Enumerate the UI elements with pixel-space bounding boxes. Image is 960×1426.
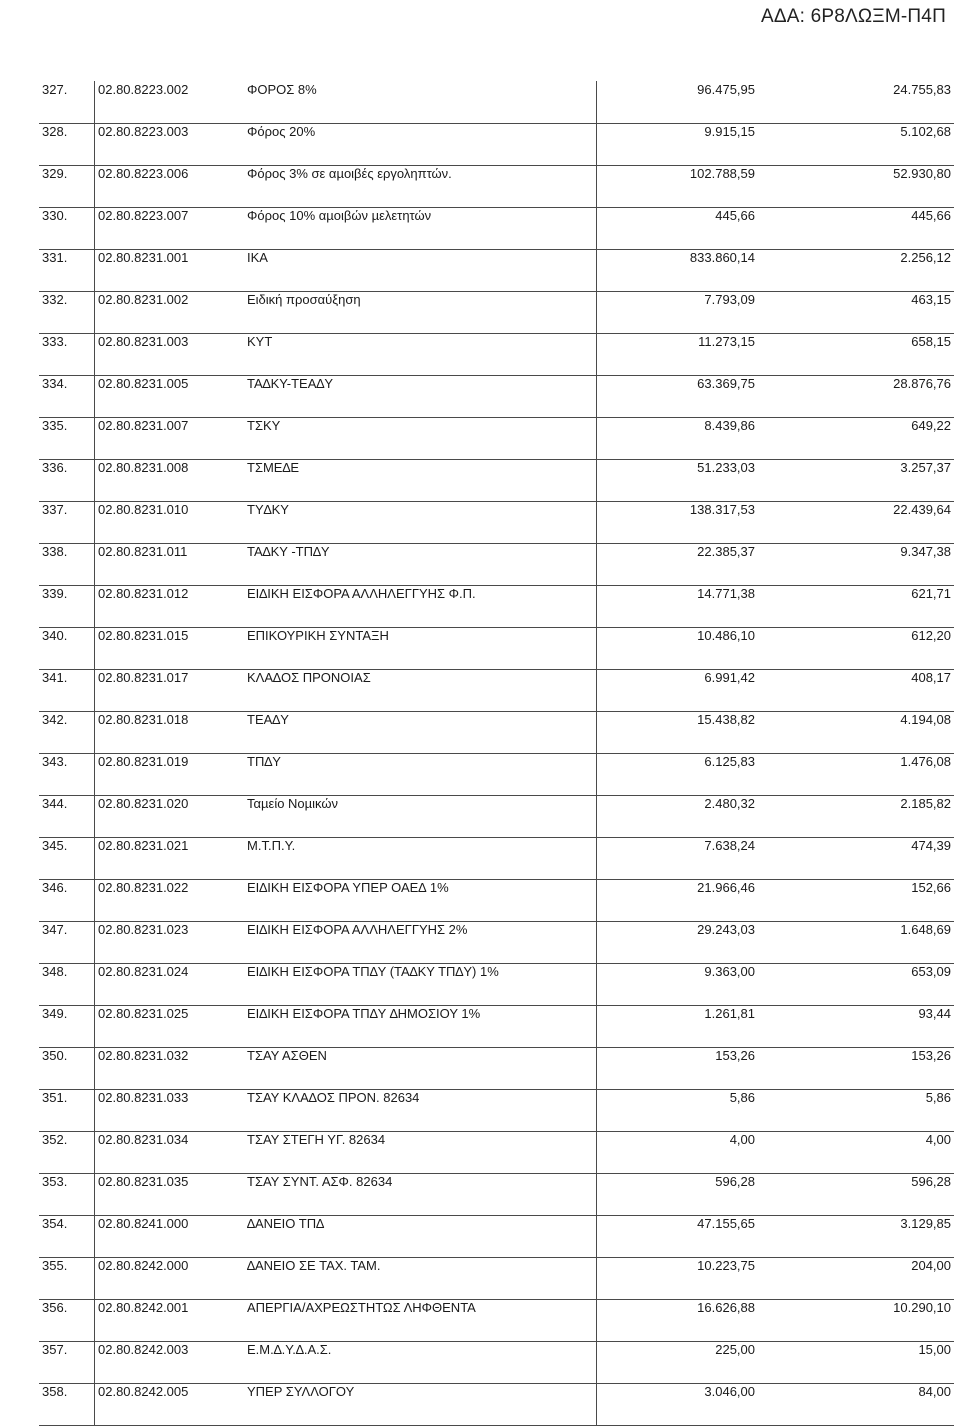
account-code: 02.80.8231.021 <box>98 838 189 853</box>
row-number: 342. <box>42 712 68 727</box>
amount-column-1: 3.046,00 <box>704 1384 755 1399</box>
table-row <box>39 1258 954 1300</box>
column-divider <box>596 375 597 418</box>
account-code: 02.80.8242.003 <box>98 1342 189 1357</box>
account-code: 02.80.8241.000 <box>98 1216 189 1231</box>
amount-column-2: 4,00 <box>925 1132 951 1147</box>
row-number: 345. <box>42 838 68 853</box>
amount-column-1: 9.915,15 <box>704 124 755 139</box>
amount-column-1: 138.317,53 <box>689 502 755 517</box>
account-description: ΕΙ∆ΙΚΗ ΕΙΣΦΟΡΑ ΑΛΛΗΛΕΓΓΥΗΣ 2% <box>247 922 468 937</box>
amount-column-1: 833.860,14 <box>689 250 755 265</box>
column-divider <box>596 1383 597 1426</box>
column-divider <box>94 165 95 208</box>
amount-column-1: 21.966,46 <box>697 880 755 895</box>
account-code: 02.80.8242.000 <box>98 1258 189 1273</box>
amount-column-2: 93,44 <box>918 1006 951 1021</box>
table-row <box>39 544 954 586</box>
account-code: 02.80.8242.005 <box>98 1384 189 1399</box>
row-number: 336. <box>42 460 68 475</box>
account-description: ΚΛΑ∆ΟΣ ΠΡΟΝΟΙΑΣ <box>247 670 371 685</box>
amount-column-1: 15.438,82 <box>697 712 755 727</box>
row-number: 351. <box>42 1090 68 1105</box>
amount-column-2: 5.102,68 <box>900 124 951 139</box>
row-number: 333. <box>42 334 68 349</box>
amount-column-2: 3.129,85 <box>900 1216 951 1231</box>
column-divider <box>596 837 597 880</box>
column-divider <box>596 1047 597 1090</box>
amount-column-2: 52.930,80 <box>893 166 951 181</box>
table-row <box>39 670 954 712</box>
column-divider <box>596 879 597 922</box>
column-divider <box>596 963 597 1006</box>
column-divider <box>596 333 597 376</box>
account-code: 02.80.8231.025 <box>98 1006 189 1021</box>
column-divider <box>94 1173 95 1216</box>
column-divider <box>596 417 597 460</box>
account-description: ΤΣΑΥ ΣΤΕΓΗ ΥΓ. 82634 <box>247 1132 386 1147</box>
account-code: 02.80.8231.020 <box>98 796 189 811</box>
account-description: ΕΠΙΚΟΥΡΙΚΗ ΣΥΝΤΑΞΗ <box>247 628 389 643</box>
column-divider <box>596 459 597 502</box>
column-divider <box>596 711 597 754</box>
amount-column-1: 29.243,03 <box>697 922 755 937</box>
column-divider <box>94 711 95 754</box>
table-row <box>39 418 954 460</box>
column-divider <box>94 417 95 460</box>
amount-column-1: 96.475,95 <box>697 82 755 97</box>
account-code: 02.80.8231.035 <box>98 1174 189 1189</box>
column-divider <box>94 249 95 292</box>
row-number: 334. <box>42 376 68 391</box>
amount-column-2: 24.755,83 <box>893 82 951 97</box>
amount-column-2: 22.439,64 <box>893 502 951 517</box>
column-divider <box>596 1131 597 1174</box>
account-description: Ειδική προσαύξηση <box>247 292 361 307</box>
amount-column-2: 653,09 <box>911 964 951 979</box>
column-divider <box>596 1089 597 1132</box>
account-description: ΤΥ∆ΚΥ <box>247 502 289 517</box>
account-description: ΕΙ∆ΙΚΗ ΕΙΣΦΟΡΑ ΥΠΕΡ ΟΑΕ∆ 1% <box>247 880 449 895</box>
row-number: 344. <box>42 796 68 811</box>
column-divider <box>94 1005 95 1048</box>
amount-column-2: 5,86 <box>925 1090 951 1105</box>
amount-column-1: 6.125,83 <box>704 754 755 769</box>
row-number: 338. <box>42 544 68 559</box>
column-divider <box>94 795 95 838</box>
column-divider <box>94 1089 95 1132</box>
row-number: 358. <box>42 1384 68 1399</box>
table-row <box>39 1384 954 1426</box>
amount-column-1: 11.273,15 <box>698 334 755 349</box>
amount-column-2: 204,00 <box>911 1258 951 1273</box>
column-divider <box>596 1341 597 1384</box>
row-number: 337. <box>42 502 68 517</box>
account-code: 02.80.8223.002 <box>98 82 189 97</box>
account-code: 02.80.8231.017 <box>98 670 189 685</box>
account-code: 02.80.8231.034 <box>98 1132 189 1147</box>
row-number: 329. <box>42 166 68 181</box>
account-description: ∆ΑΝΕΙΟ ΤΠ∆ <box>247 1216 325 1231</box>
column-divider <box>596 795 597 838</box>
account-code: 02.80.8231.011 <box>98 544 188 559</box>
row-number: 339. <box>42 586 68 601</box>
account-code: 02.80.8231.003 <box>98 334 189 349</box>
table-row <box>39 292 954 334</box>
amount-column-2: 15,00 <box>918 1342 951 1357</box>
amount-column-1: 8.439,86 <box>704 418 755 433</box>
account-code: 02.80.8231.033 <box>98 1090 189 1105</box>
amount-column-1: 1.261,81 <box>704 1006 755 1021</box>
ada-code-header: ΑΔΑ: 6Ρ8ΛΩΞΜ-Π4Π <box>760 6 946 27</box>
row-number: 332. <box>42 292 68 307</box>
column-divider <box>94 501 95 544</box>
amount-column-2: 596,28 <box>911 1174 951 1189</box>
column-divider <box>596 627 597 670</box>
amount-column-1: 596,28 <box>715 1174 755 1189</box>
table-row <box>39 82 954 124</box>
column-divider <box>94 291 95 334</box>
column-divider <box>94 1047 95 1090</box>
account-code: 02.80.8242.001 <box>98 1300 189 1315</box>
table-row <box>39 628 954 670</box>
amount-column-1: 63.369,75 <box>697 376 755 391</box>
amount-column-2: 4.194,08 <box>900 712 951 727</box>
account-description: ΤΠ∆Υ <box>247 754 281 769</box>
account-code: 02.80.8231.018 <box>98 712 189 727</box>
table-row <box>39 1048 954 1090</box>
account-code: 02.80.8231.007 <box>98 418 189 433</box>
account-description: ΤΣΑΥ ΚΛΑ∆ΟΣ ΠΡΟΝ. 82634 <box>247 1090 420 1105</box>
account-description: Φόρος 3% σε αµοιβές εργοληπτών. <box>247 166 452 181</box>
table-row <box>39 964 954 1006</box>
amount-column-1: 10.486,10 <box>697 628 755 643</box>
amount-column-2: 3.257,37 <box>900 460 951 475</box>
amount-column-2: 2.256,12 <box>900 250 951 265</box>
row-number: 350. <box>42 1048 68 1063</box>
row-number: 335. <box>42 418 68 433</box>
table-row <box>39 1216 954 1258</box>
column-divider <box>596 585 597 628</box>
amount-column-2: 28.876,76 <box>893 376 951 391</box>
amount-column-2: 2.185,82 <box>900 796 951 811</box>
amount-column-1: 47.155,65 <box>697 1216 755 1231</box>
table-row <box>39 376 954 418</box>
account-code: 02.80.8231.008 <box>98 460 189 475</box>
account-description: ΚΥΤ <box>247 334 273 349</box>
account-description: Ταµείο Νοµικών <box>247 796 339 811</box>
row-number: 331. <box>42 250 68 265</box>
account-code: 02.80.8231.005 <box>98 376 189 391</box>
amount-column-1: 225,00 <box>715 1342 755 1357</box>
amount-column-1: 7.638,24 <box>704 838 755 853</box>
row-number: 349. <box>42 1006 68 1021</box>
column-divider <box>596 1257 597 1300</box>
row-number: 341. <box>42 670 68 685</box>
account-code: 02.80.8231.019 <box>98 754 189 769</box>
row-number: 352. <box>42 1132 68 1147</box>
row-number: 347. <box>42 922 68 937</box>
column-divider <box>596 291 597 334</box>
account-description: ΤΣΑΥ ΣΥΝΤ. ΑΣΦ. 82634 <box>247 1174 393 1189</box>
account-description: Φόρος 10% αµοιβών µελετητών <box>247 208 432 223</box>
column-divider <box>596 165 597 208</box>
column-divider <box>94 543 95 586</box>
table-row <box>39 838 954 880</box>
account-code: 02.80.8231.023 <box>98 922 189 937</box>
table-row <box>39 208 954 250</box>
table-row <box>39 1174 954 1216</box>
account-description: ∆ΑΝΕΙΟ ΣΕ ΤΑΧ. ΤΑΜ. <box>247 1258 381 1273</box>
account-code: 02.80.8231.001 <box>98 250 189 265</box>
table-row <box>39 796 954 838</box>
column-divider <box>94 1215 95 1258</box>
column-divider <box>596 669 597 712</box>
column-divider <box>94 375 95 418</box>
table-row <box>39 124 954 166</box>
table-row <box>39 460 954 502</box>
table-row <box>39 334 954 376</box>
amount-column-2: 621,71 <box>911 586 951 601</box>
account-code: 02.80.8223.006 <box>98 166 189 181</box>
table-row <box>39 880 954 922</box>
amount-column-1: 51.233,03 <box>697 460 755 475</box>
account-description: ΑΠΕΡΓΙΑ/ΑΧΡΕΩΣΤΗΤΩΣ ΛΗΦΘΕΝΤΑ <box>247 1300 476 1315</box>
account-description: Ε.Μ.∆.Υ.∆.Α.Σ. <box>247 1342 332 1357</box>
column-divider <box>94 123 95 166</box>
table-row <box>39 1342 954 1384</box>
row-number: 357. <box>42 1342 68 1357</box>
account-description: Μ.Τ.Π.Υ. <box>247 838 296 853</box>
column-divider <box>94 879 95 922</box>
column-divider <box>596 1299 597 1342</box>
amount-column-2: 474,39 <box>911 838 951 853</box>
account-description: ΤΑ∆ΚΥ -ΤΠ∆Υ <box>247 544 330 559</box>
column-divider <box>94 1257 95 1300</box>
table-row <box>39 1090 954 1132</box>
amount-column-2: 445,66 <box>911 208 951 223</box>
amount-column-2: 84,00 <box>918 1384 951 1399</box>
column-divider <box>596 249 597 292</box>
column-divider <box>94 669 95 712</box>
amount-column-1: 5,86 <box>729 1090 755 1105</box>
amount-column-2: 9.347,38 <box>900 544 951 559</box>
account-description: ΙΚΑ <box>247 250 268 265</box>
amount-column-1: 2.480,32 <box>704 796 755 811</box>
account-code: 02.80.8231.012 <box>98 586 189 601</box>
column-divider <box>596 753 597 796</box>
row-number: 356. <box>42 1300 68 1315</box>
column-divider <box>94 627 95 670</box>
amount-column-2: 658,15 <box>911 334 951 349</box>
amount-column-1: 445,66 <box>715 208 755 223</box>
column-divider <box>94 1341 95 1384</box>
table-row <box>39 1132 954 1174</box>
table-row <box>39 754 954 796</box>
amount-column-1: 4,00 <box>729 1132 755 1147</box>
column-divider <box>596 1005 597 1048</box>
amount-column-2: 152,66 <box>911 880 951 895</box>
column-divider <box>596 1215 597 1258</box>
account-code: 02.80.8231.022 <box>98 880 189 895</box>
amount-column-1: 6.991,42 <box>704 670 755 685</box>
amount-column-1: 153,26 <box>715 1048 755 1063</box>
row-number: 346. <box>42 880 68 895</box>
column-divider <box>596 921 597 964</box>
amount-column-1: 102.788,59 <box>689 166 755 181</box>
column-divider <box>94 333 95 376</box>
row-number: 353. <box>42 1174 68 1189</box>
account-description: ΤΣΜΕ∆Ε <box>247 460 300 475</box>
table-row <box>39 1300 954 1342</box>
amount-column-2: 649,22 <box>911 418 951 433</box>
table-row <box>39 586 954 628</box>
row-number: 355. <box>42 1258 68 1273</box>
column-divider <box>596 501 597 544</box>
row-number: 327. <box>42 82 68 97</box>
amount-column-2: 612,20 <box>911 628 951 643</box>
column-divider <box>94 1383 95 1426</box>
column-divider <box>94 753 95 796</box>
column-divider <box>94 1131 95 1174</box>
table-row <box>39 502 954 544</box>
column-divider <box>94 837 95 880</box>
column-divider <box>94 1299 95 1342</box>
amount-column-2: 408,17 <box>911 670 951 685</box>
account-code: 02.80.8231.002 <box>98 292 189 307</box>
column-divider <box>94 585 95 628</box>
table-row <box>39 250 954 292</box>
account-code: 02.80.8223.003 <box>98 124 189 139</box>
account-description: ΕΙ∆ΙΚΗ ΕΙΣΦΟΡΑ ΤΠ∆Υ ∆ΗΜΟΣΙΟΥ 1% <box>247 1006 481 1021</box>
account-code: 02.80.8231.032 <box>98 1048 189 1063</box>
column-divider <box>596 1173 597 1216</box>
amount-column-1: 14.771,38 <box>697 586 755 601</box>
account-code: 02.80.8231.024 <box>98 964 189 979</box>
account-description: Φόρος 20% <box>247 124 316 139</box>
column-divider <box>94 921 95 964</box>
amount-column-2: 153,26 <box>911 1048 951 1063</box>
row-number: 343. <box>42 754 68 769</box>
account-code: 02.80.8231.010 <box>98 502 189 517</box>
account-description: ΦΟΡΟΣ 8% <box>247 82 317 97</box>
row-number: 340. <box>42 628 68 643</box>
amount-column-1: 7.793,09 <box>704 292 755 307</box>
column-divider <box>94 963 95 1006</box>
account-description: ΤΑ∆ΚΥ-ΤΕΑ∆Υ <box>247 376 333 391</box>
amount-column-1: 10.223,75 <box>697 1258 755 1273</box>
amount-column-2: 10.290,10 <box>893 1300 951 1315</box>
amount-column-1: 22.385,37 <box>697 544 755 559</box>
account-description: ΕΙ∆ΙΚΗ ΕΙΣΦΟΡΑ ΑΛΛΗΛΕΓΓΥΗΣ Φ.Π. <box>247 586 476 601</box>
row-number: 354. <box>42 1216 68 1231</box>
amount-column-1: 9.363,00 <box>704 964 755 979</box>
column-divider <box>94 207 95 250</box>
row-number: 348. <box>42 964 68 979</box>
column-divider <box>94 81 95 124</box>
row-number: 328. <box>42 124 68 139</box>
table-row <box>39 1006 954 1048</box>
account-code: 02.80.8223.007 <box>98 208 189 223</box>
column-divider <box>94 459 95 502</box>
row-number: 330. <box>42 208 68 223</box>
account-description: ΥΠΕΡ ΣΥΛΛΟΓΟΥ <box>247 1384 355 1399</box>
table-row <box>39 922 954 964</box>
column-divider <box>596 81 597 124</box>
amount-column-2: 1.476,08 <box>900 754 951 769</box>
account-description: ΤΣΚΥ <box>247 418 281 433</box>
column-divider <box>596 123 597 166</box>
amount-column-1: 16.626,88 <box>697 1300 755 1315</box>
account-description: ΤΕΑ∆Υ <box>247 712 289 727</box>
table-row <box>39 166 954 208</box>
table-row <box>39 712 954 754</box>
account-description: ΕΙ∆ΙΚΗ ΕΙΣΦΟΡΑ ΤΠ∆Υ (ΤΑ∆ΚΥ ΤΠ∆Υ) 1% <box>247 964 499 979</box>
amount-column-2: 463,15 <box>911 292 951 307</box>
column-divider <box>596 543 597 586</box>
column-divider <box>596 207 597 250</box>
amount-column-2: 1.648,69 <box>900 922 951 937</box>
account-code: 02.80.8231.015 <box>98 628 189 643</box>
ledger-table <box>39 82 954 1426</box>
account-description: ΤΣΑΥ ΑΣΘΕΝ <box>247 1048 327 1063</box>
